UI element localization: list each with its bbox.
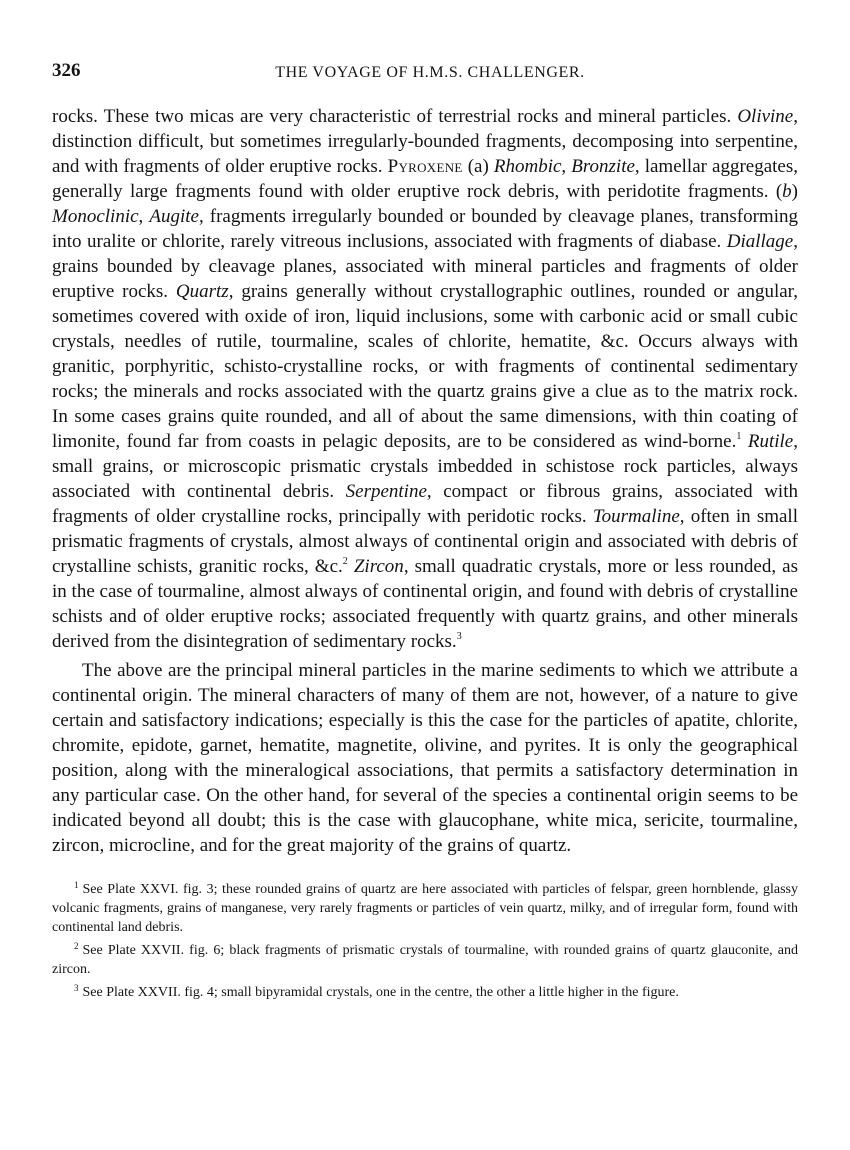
term-quartz: Quartz	[175, 281, 229, 302]
term-monoclinic: Monoclinic	[52, 206, 139, 227]
footnote-mark: 3	[74, 983, 79, 993]
term-tourmaline: Tourmaline	[592, 506, 680, 527]
running-title: THE VOYAGE OF H.M.S. CHALLENGER.	[275, 64, 585, 81]
paragraph-summary: The above are the principal mineral particles in the marine sediments to which we attribute a continental origin. The mineral characters of many of them are not, however, of a nature to give certain and satisfactory indications; especially is this the case for the particles of apatite, chlorite, chromite, epidote, garnet, hematite, magnetite, olivine, and pyrites. It is only the geographical position, along with the mineralogical associations, that permits a satisfactory determination in any particular case. On the other hand, for several of the species a continental origin seems to be indicated beyond all doubt; this is the case with glaucophane, white mica, sericite, tourmaline, zircon, microcline, and for the great majority of the grains of quartz.	[52, 660, 798, 856]
page-number: 326	[52, 60, 81, 81]
running-head	[52, 58, 798, 88]
term-bronzite: Bronzite	[571, 156, 635, 177]
footnote-2	[52, 937, 798, 979]
footnotes	[52, 876, 798, 1002]
footnote-ref-2[interactable]: 2	[342, 556, 348, 567]
term-augite: Augite	[149, 206, 199, 227]
footnote-1	[52, 876, 798, 937]
footnote-ref-1[interactable]: 1	[736, 431, 742, 442]
term-diallage: Diallage	[726, 231, 794, 252]
term-zircon: Zircon	[353, 556, 404, 577]
footnote-text: See Plate XXVII. fig. 4; small bipyramidal crystals, one in the centre, the other a little higher in the figure.	[82, 985, 679, 1000]
footnote-mark: 1	[74, 880, 79, 890]
term-pyroxene: Pyroxene	[387, 156, 463, 177]
page	[52, 58, 798, 1002]
footnote-text: See Plate XXVI. fig. 3; these rounded grains of quartz are here associated with particles of felspar, green hornblende, glassy volcanic fragments, grains of manganese, very rarely fragments or particles of vein quartz, milky, and of irregular form, found with continental land debris.	[52, 882, 798, 935]
term-serpentine: Serpentine	[345, 481, 427, 502]
body-text	[52, 104, 798, 858]
footnote-text: See Plate XXVII. fig. 6; black fragments of prismatic crystals of tourmaline, with rounded grains of quartz glauconite, and zircon.	[52, 943, 798, 977]
footnote-mark: 2	[74, 941, 79, 951]
paragraph-minerals: rocks. These two micas are very characteristic of terrestrial rocks and mineral particles. Olivine, distinction difficult, but sometimes irregularly-bounded fragments, decomposing into serpentine, and with fragments of older eruptive rocks. Pyroxene (a) Rhombic, Bronzite, lamellar aggregates, generally large fragments found with older eruptive rock debris, with peridotite fragments. (b) Monoclinic, Augite, fragments irregularly bounded or bounded by cleavage planes, transforming into uralite or chlorite, rarely vitreous inclusions, associated with fragments of diabase. Diallage, grains bounded by cleavage planes, associated with mineral particles and fragments of older eruptive rocks. Quartz, grains generally without crystallographic outlines, rounded or angular, sometimes covered with oxide of iron, liquid inclusions, some with carbonic acid or small cubic crystals, needles of rutile, tourmaline, scales of chlorite, hematite, &c. Occurs always with granitic, porphyritic, schisto-crystalline rocks, or with fragments of continental sedimentary rocks; the minerals and rocks associated with the quartz grains give a clue as to the matrix rock. In some cases grains quite rounded, and all of about the same dimensions, with thin coating of limonite, found far from coasts in pelagic deposits, are to be considered as wind-borne.$^1$ Rutile, small grains, or microscopic prismatic crystals imbedded in schistose rock particles, always associated with continental debris. Serpentine, compact or fibrous grains, associated with fragments of older crystalline rocks, principally with peridotic rocks. Tourmaline, often in small prismatic fragments of crystals, almost always of continental origin and associated with debris of crystalline schists, granitic rocks, &c.$^2$ Zircon, small quadratic crystals, more or less rounded, as in the case of tourmaline, almost always of continental origin, and found with debris of crystalline schists and of older eruptive rocks; associated frequently with quartz grains, and other minerals derived from the disintegration of sedimentary rocks.$^3$	[52, 106, 799, 652]
footnote-ref-3[interactable]: 3	[456, 631, 462, 642]
term-rutile: Rutile	[747, 431, 794, 452]
term-rhombic: Rhombic	[493, 156, 562, 177]
term-olivine: Olivine	[737, 106, 794, 127]
footnote-3	[52, 979, 798, 1002]
